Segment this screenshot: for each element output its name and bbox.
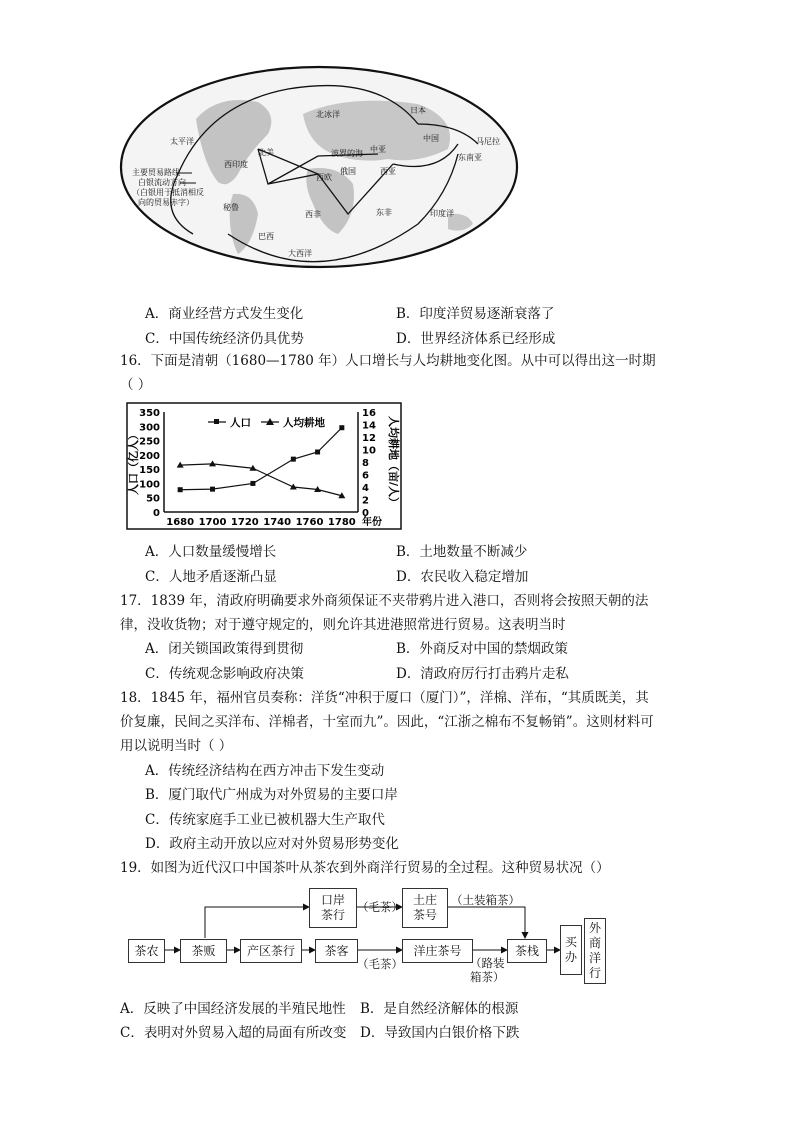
q16-option-d[interactable]: D．农民收入稳定增加 (396, 569, 529, 585)
q17-stem-line1: 17．1839 年，清政府明确要求外商须保证不夹带鸦片进入港口，否则将会按照天朝的法 (120, 593, 649, 609)
flow-node-tea-farmer: 茶农 (128, 939, 165, 963)
q19-option-d[interactable]: D．导致国内白银价格下跌 (360, 1025, 520, 1041)
flow-node-port-tea-house: 口岸 茶行 (309, 888, 357, 928)
q16-stem (120, 349, 680, 397)
q15-option-c[interactable]: C．中国传统经济仍具优势 (145, 331, 304, 347)
q18-option-a[interactable]: A．传统经济结构在西方冲击下发生变动 (145, 763, 385, 779)
y-left-tick-label: 300 (139, 422, 160, 434)
x-tick-label: 1680 (166, 517, 195, 528)
data-point-population (250, 481, 255, 486)
map-label-central-asia: 中亚 (370, 145, 386, 154)
q16-option-c[interactable]: C．人地矛盾逐渐凸显 (145, 569, 277, 585)
y-right-tick-label: 8 (362, 458, 369, 469)
legend-label-farmland: 人均耕地 (283, 417, 325, 429)
y-right-tick-label: 14 (362, 420, 376, 432)
y-left-tick-label: 150 (139, 465, 160, 477)
flow-label-maocha-bottom: （毛茶） (357, 957, 403, 971)
flow-label-local-boxed: （土装箱茶） (451, 893, 520, 907)
flow-node-tea-warehouse: 茶栈 (507, 939, 547, 963)
q17-option-d[interactable]: D．清政府厉行打击鸦片走私 (396, 666, 569, 682)
map-label-east-africa: 东非 (376, 208, 392, 217)
q18-option-b[interactable]: B．厦门取代广州成为对外贸易的主要口岸 (145, 787, 398, 803)
y-right-tick-label: 12 (362, 433, 376, 444)
legend-label-population: 人口 (230, 417, 251, 429)
legend-marker-population (214, 419, 219, 424)
q18-stem-line3: 用以说明当时（ ） (120, 738, 233, 754)
x-axis-label: 年份 (362, 517, 382, 528)
map-legend-route: 主要贸易路线 (132, 168, 180, 177)
q15-option-d[interactable]: D．世界经济体系已经形成 (396, 331, 556, 347)
q18-stem-line2: 价复廉，民间之买洋布、洋棉者，十室而九”。因此，“江浙之棉布不复畅销”。这则材料可 (120, 714, 654, 730)
q18-stem-line1: 18．1845 年，福州官员奏称：洋货“冲积于厦口（厦门）”，洋棉、洋布，“其质既美，其 (120, 690, 649, 706)
flow-node-local-tea-shop: 土庄 茶号 (402, 888, 448, 928)
q16-stem-line1: 16．下面是清朝（1680—1780 年）人口增长与人均耕地变化图。从中可以得出这一时期 (120, 353, 656, 369)
q19-option-a[interactable]: A．反映了中国经济发展的半殖民地性 (120, 1001, 346, 1017)
map-label-west-europe: 西欧 (316, 173, 332, 182)
map-label-peru: 秘鲁 (223, 203, 239, 212)
x-tick-label: 1700 (198, 517, 227, 528)
x-tick-label: 1760 (295, 517, 324, 528)
y-right-tick-label: 0 (362, 508, 369, 519)
y-right-tick-label: 6 (362, 470, 369, 482)
map-label-pacific: 太平洋 (170, 137, 194, 146)
map-legend-note2: 向的贸易赤字） (138, 198, 194, 207)
population-farmland-chart (126, 402, 402, 530)
map-label-china: 中国 (423, 134, 439, 143)
data-point-population (178, 487, 183, 492)
q16-stem-line2: （ ） (120, 377, 152, 393)
map-label-west-africa: 西非 (305, 210, 321, 219)
q17-stem-line2: 律，没收货物；对于遵守规定的，则允许其进港照常进行贸易。这表明当时 (120, 617, 566, 633)
y-left-tick-label: 100 (139, 479, 160, 491)
map-legend-silver: 白银流动方向 (138, 178, 186, 187)
y-right-axis-label: 人均耕地（亩/人） (387, 415, 400, 509)
q17-option-a[interactable]: A．闭关锁国政策得到贯彻 (145, 641, 304, 657)
map-label-southeast-asia: 东南亚 (458, 153, 482, 162)
q15-option-b[interactable]: B．印度洋贸易逐渐衰落了 (396, 306, 555, 322)
data-point-population (291, 457, 296, 462)
y-left-tick-label: 200 (139, 450, 160, 462)
map-label-west-indies: 西印度 (224, 160, 248, 169)
y-left-tick-label: 50 (146, 493, 160, 505)
y-left-tick-label: 0 (153, 508, 160, 519)
q18-stem (120, 686, 680, 758)
map-label-west-asia: 西亚 (380, 167, 396, 176)
x-tick-label: 1720 (230, 517, 259, 528)
q19-option-b[interactable]: B．是自然经济解体的根源 (360, 1001, 519, 1017)
map-label-japan: 日本 (410, 106, 426, 115)
flow-node-origin-tea-house: 产区茶行 (240, 939, 302, 963)
x-tick-label: 1740 (263, 517, 292, 528)
y-left-tick-label: 350 (139, 408, 160, 419)
y-right-tick-label: 10 (362, 445, 376, 457)
y-left-axis-label: 人口（亿人） (127, 429, 140, 495)
q18-option-d[interactable]: D．政府主动开放以应对对外贸易形势变化 (145, 836, 399, 852)
q16-option-a[interactable]: A．人口数量缓慢增长 (145, 544, 277, 560)
map-label-manila: 马尼拉 (476, 137, 500, 146)
map-label-arctic: 北冰洋 (316, 110, 340, 119)
data-point-population (339, 425, 344, 430)
flow-node-foreign-tea-shop: 洋庄茶号 (402, 939, 473, 963)
q15-option-a[interactable]: A．商业经营方式发生变化 (145, 306, 304, 322)
flow-label-maocha-top: （毛茶） (357, 900, 403, 914)
flow-node-comprador: 买 办 (560, 925, 582, 975)
data-point-population (210, 487, 215, 492)
q16-option-b[interactable]: B．土地数量不断减少 (396, 544, 528, 560)
flow-label-road-boxed: （路装 箱茶） (470, 956, 505, 984)
map-label-baltic: 波罗的海 (331, 149, 363, 158)
map-label-atlantic: 大西洋 (288, 249, 312, 258)
q19-stem: 19．如图为近代汉口中国茶叶从茶农到外商洋行贸易的全过程。这种贸易状况（） (120, 860, 610, 876)
map-label-russia: 俄国 (340, 167, 356, 176)
trade-route-map (118, 64, 520, 270)
y-right-tick-label: 2 (362, 495, 369, 507)
q18-option-c[interactable]: C．传统家庭手工业已被机器大生产取代 (145, 812, 385, 828)
flow-node-tea-vendor: 茶贩 (180, 939, 227, 963)
map-label-north-america: 北美 (258, 148, 274, 157)
data-point-population (315, 450, 320, 455)
flow-node-foreign-firm: 外 商 洋 行 (584, 918, 606, 984)
flow-arrows (120, 880, 610, 990)
q19-option-c[interactable]: C．表明对外贸易入超的局面有所改变 (120, 1025, 347, 1041)
y-left-tick-label: 250 (139, 436, 160, 448)
y-right-tick-label: 16 (362, 408, 376, 419)
q17-option-c[interactable]: C．传统观念影响政府决策 (145, 666, 304, 682)
q17-stem (120, 589, 680, 637)
flow-node-tea-merchant: 茶客 (315, 939, 358, 963)
y-right-tick-label: 4 (362, 483, 369, 494)
x-tick-label: 1780 (327, 517, 356, 528)
map-label-brazil: 巴西 (258, 232, 274, 241)
q17-option-b[interactable]: B．外商反对中国的禁烟政策 (396, 641, 568, 657)
map-legend-note1: （白银用于抵消相反 (132, 188, 204, 197)
map-label-indian-ocean: 印度洋 (430, 209, 454, 218)
